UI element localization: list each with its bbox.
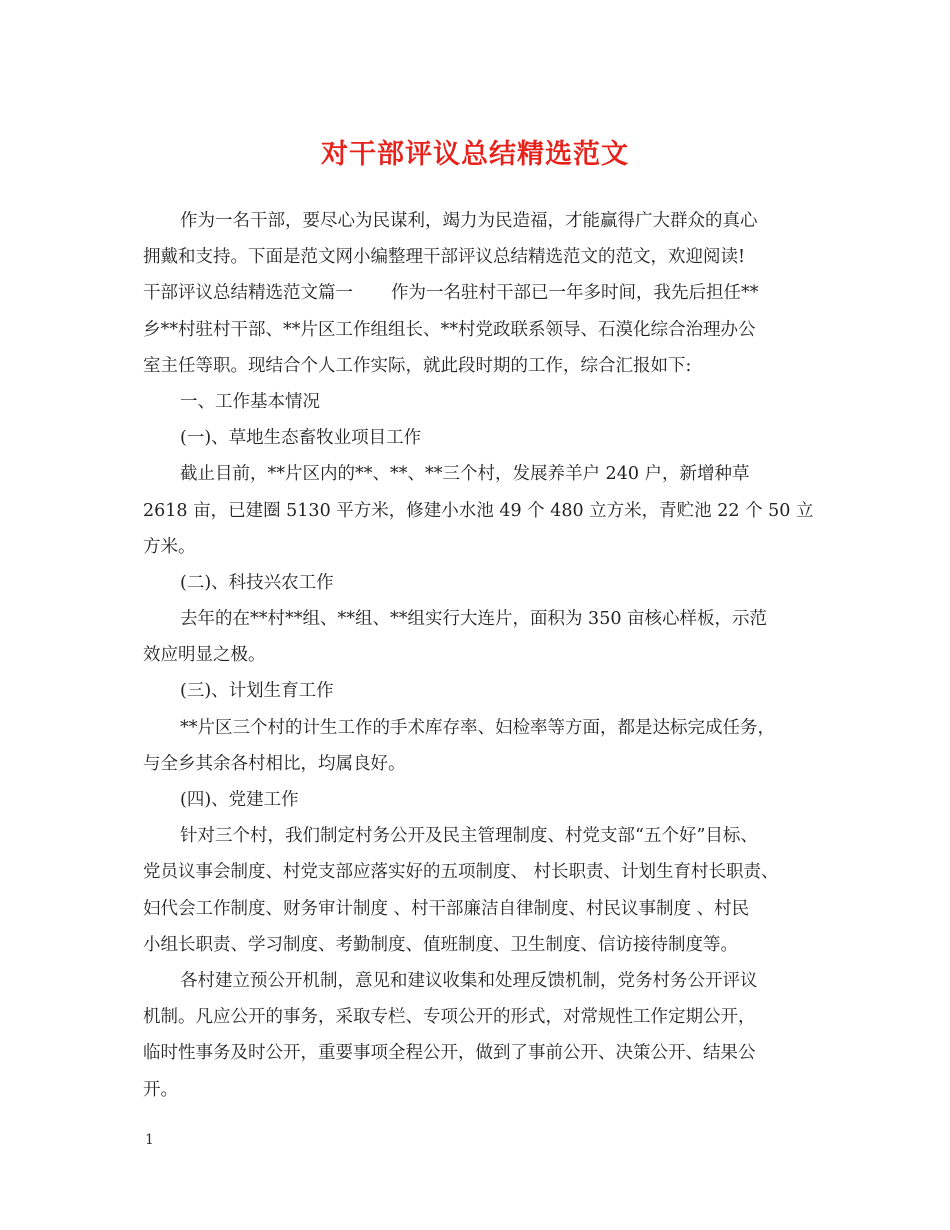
paragraph-line: 去年的在**村**组、**组、**组实行大连片，面积为 350 亩核心样板，示范 [180,609,768,630]
paragraph-line: 与全乡其余各村相比，均属良好。 [143,753,406,774]
paragraph-text: 作为一名驻村干部已一年多时间，我先后担任** [391,283,759,304]
paragraph-line: 室主任等职。现结合个人工作实际，就此段时期的工作，综合汇报如下: [143,355,692,376]
paragraph-line: 作为一名干部，要尽心为民谋利，竭力为民造福，才能赢得广大群众的真心 [180,211,758,231]
subsection-heading: (一)、草地生态畜牧业项目工作 [180,428,422,449]
subsection-heading: (四)、党建工作 [180,790,299,810]
paragraph-line: 妇代会工作制度、财务审计制度 、村干部廉洁自律制度、村民议事制度 、村民 [143,898,750,919]
paragraph-line: 党员议事会制度、村党支部应落实好的五项制度、 村长职责、计划生育村长职责、 [143,862,779,883]
paragraph-line: 2618 亩，已建圈 5130 平方米，修建小水池 49 个 480 立方米，青贮池 22 个 50 立 [143,500,814,521]
paragraph-line: 乡**村驻村干部、**片区工作组组长、**村党政联系领导、石漠化综合治理办公 [143,319,756,340]
paragraph-line: 开。 [143,1079,178,1100]
subsection-heading: (二)、科技兴农工作 [180,572,334,593]
document-title: 对干部评议总结精选范文 [321,139,629,170]
paragraph-line: 各村建立预公开机制，意见和建议收集和处理反馈机制，党务村务公开评议 [180,970,758,991]
page-number: 1 [145,1132,154,1148]
paragraph-line: 临时性事务及时公开，重要事项全程公开，做到了事前公开、决策公开、结果公 [143,1043,756,1064]
subsection-heading: (三)、计划生育工作 [180,681,334,702]
paragraph-line: 针对三个村，我们制定村务公开及民主管理制度、村党支部“五个好”目标、 [180,826,758,847]
paragraph-line: **片区三个村的计生工作的手术库存率、妇检率等方面，都是达标完成任务， [180,717,775,738]
paragraph-line: 机制。凡应公开的事务，采取专栏、专项公开的形式，对常规性工作定期公开， [143,1007,756,1028]
section-heading: 干部评议总结精选范文篇一 [143,283,353,304]
paragraph-line: 小组长职责、学习制度、考勤制度、值班制度、卫生制度、信访接待制度等。 [143,934,738,955]
section-heading: 一、工作基本情况 [180,391,320,412]
document-body [143,203,823,1108]
paragraph-line: 拥戴和支持。下面是范文网小编整理干部评议总结精选范文的范文，欢迎阅读! [143,247,746,268]
paragraph-line [143,275,823,311]
paragraph-line: 效应明显之极。 [143,645,266,666]
paragraph-line: 截止目前，**片区内的**、**、**三个村，发展养羊户 240 户，新增种草 [180,464,750,485]
paragraph-line: 方米。 [143,536,196,557]
